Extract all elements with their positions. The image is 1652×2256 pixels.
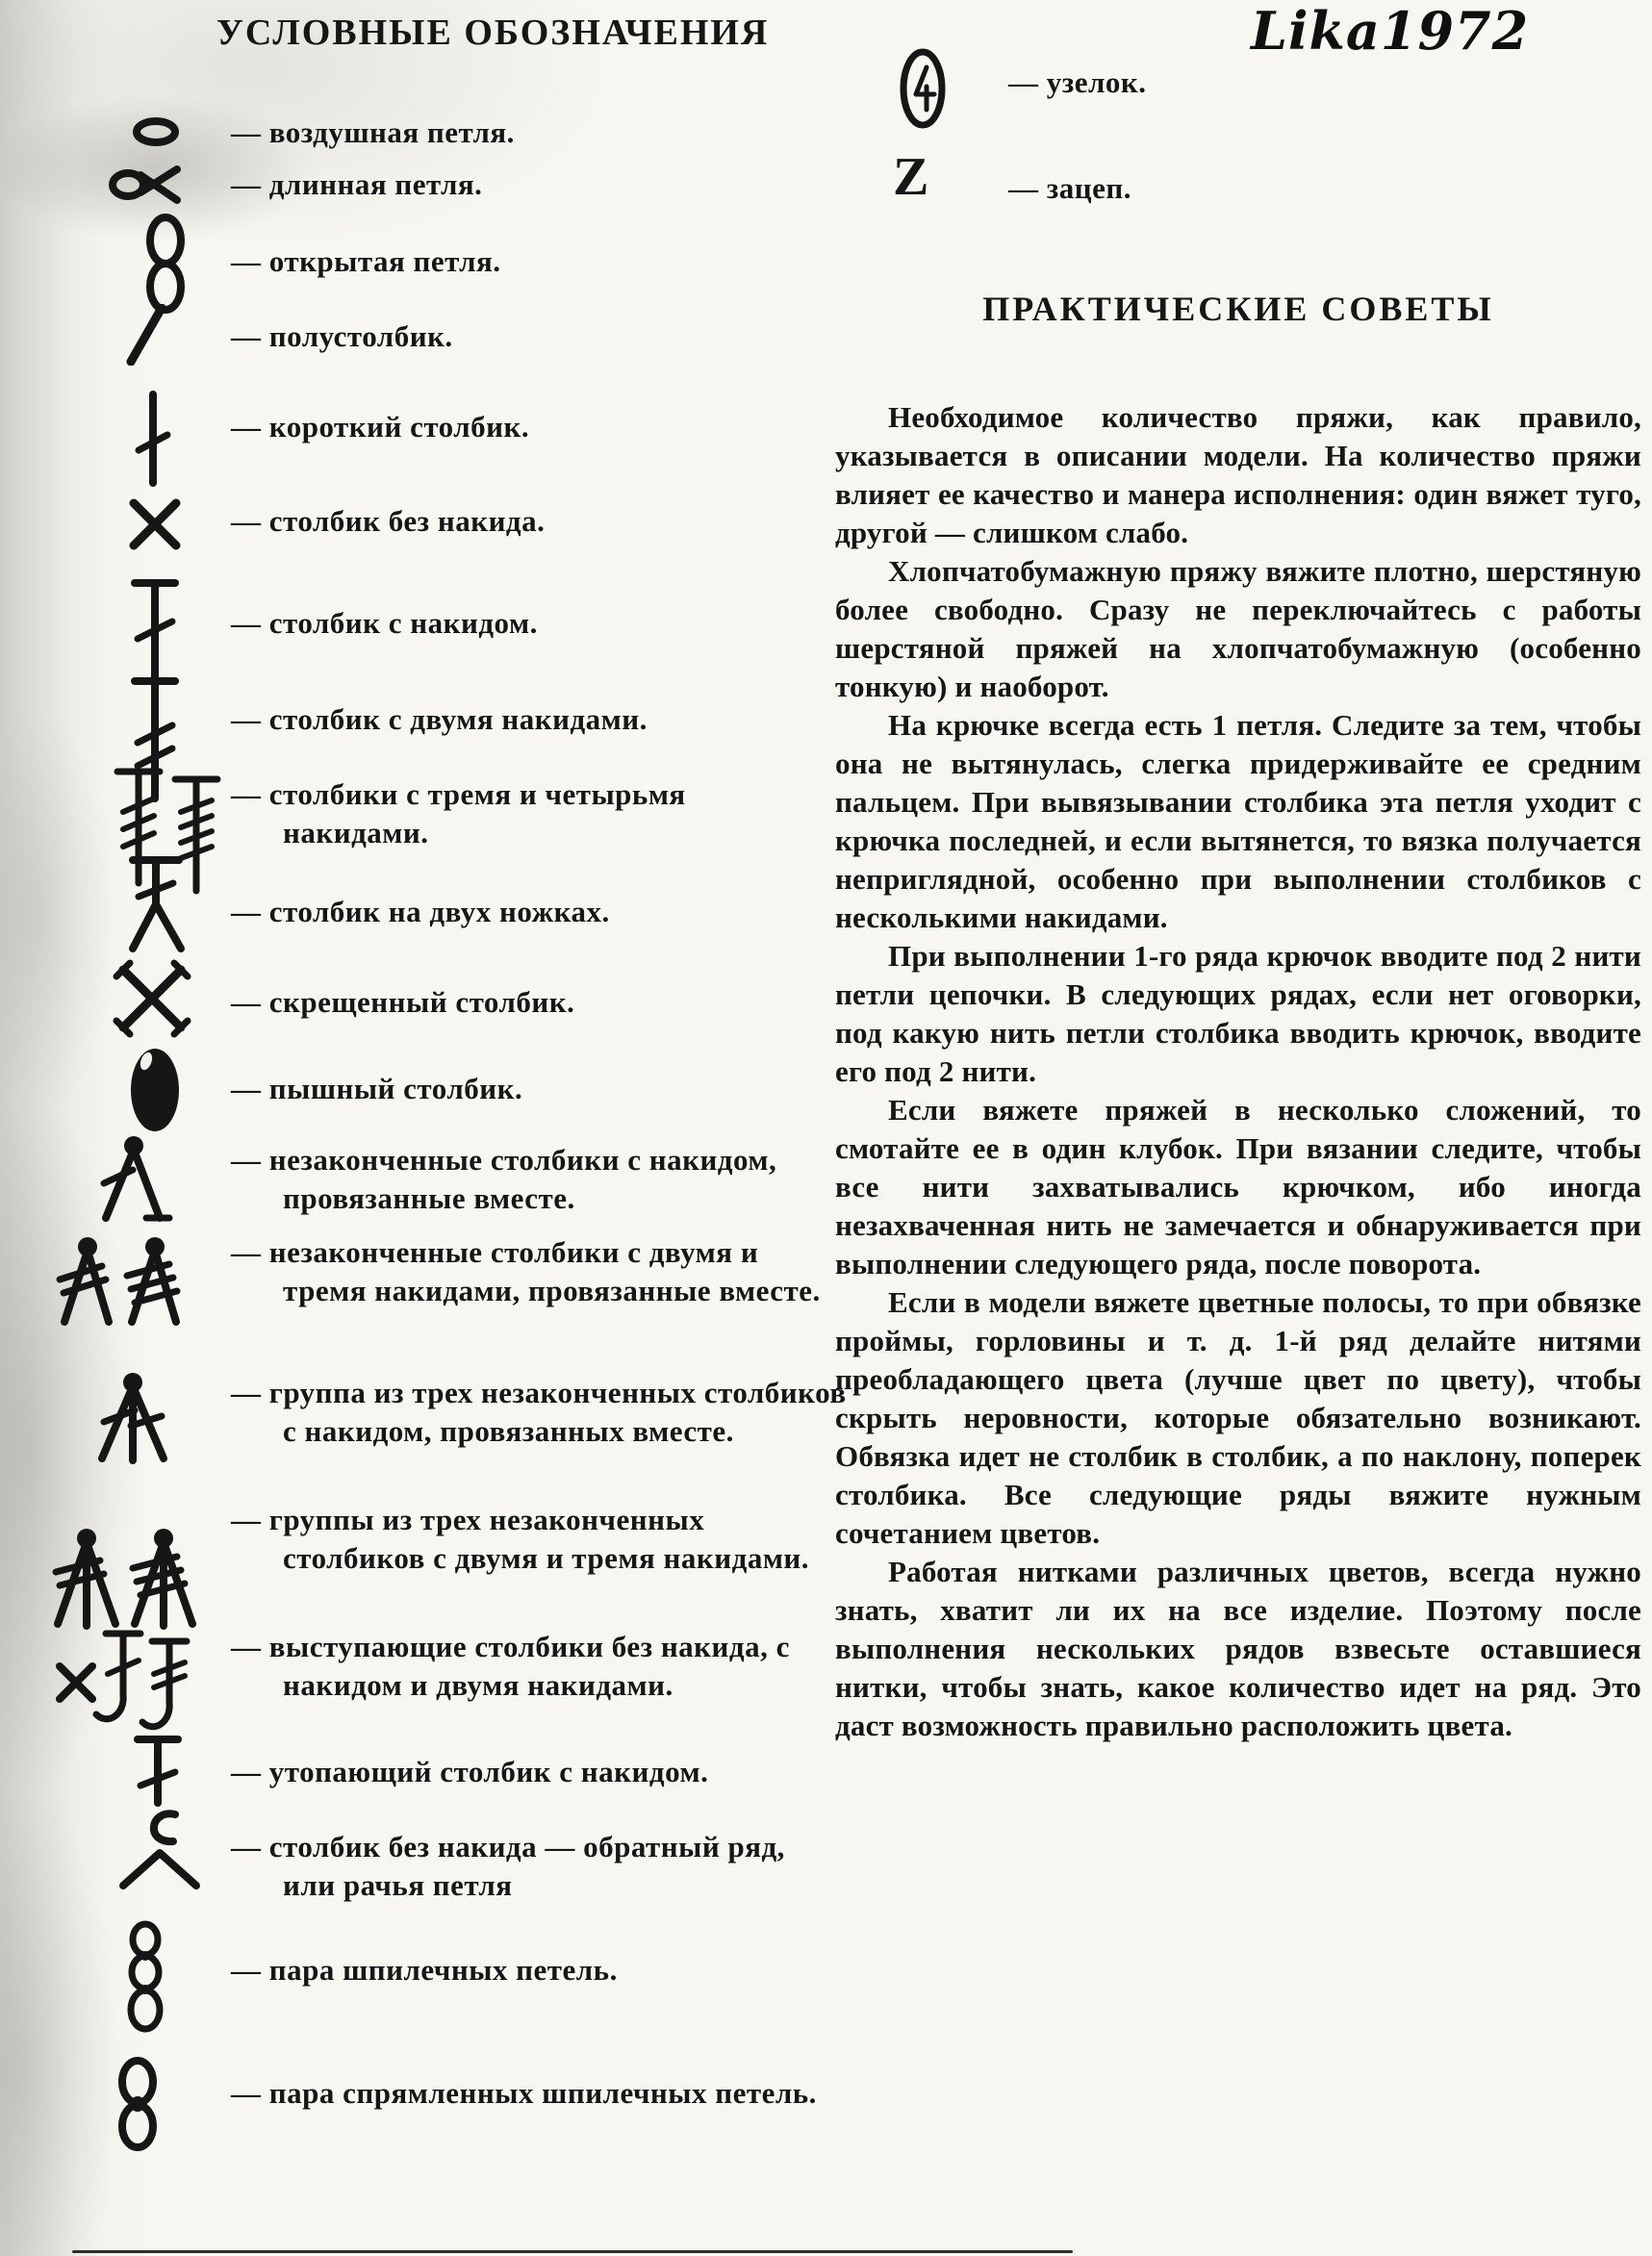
legend-item-label: — незаконченные столбики с накидом, провязанные вместе. — [231, 1143, 777, 1215]
relief-columns-icon — [52, 1626, 216, 1737]
page-bottom-scan-line — [72, 2250, 1073, 2253]
legend-item-label: — группы из трех незаконченных столбиков с двумя и тремя накидами. — [231, 1503, 810, 1575]
advice-title: ПРАКТИЧЕСКИЕ СОВЕТЫ — [982, 290, 1494, 328]
legend-item-label: — полустолбик. — [231, 319, 453, 353]
legend-item-label: — столбик без накида — обратный ряд, или рачья петля — [231, 1830, 785, 1902]
watermark-signature: Lika1972 — [1251, 0, 1530, 62]
advice-paragraph: Необходимое количество пряжи, как правило, указывается в описании модели. На количество пряжи влияет ее качество и манера исполнения: один вяжет туго, другой — слишком слабо. — [835, 400, 1641, 549]
legend-item-label: — длинная петля. — [231, 167, 483, 201]
unfinished-columns-two-three-yarnovers-icon — [52, 1235, 198, 1330]
legend-item-label: — воздушная петля. — [231, 115, 515, 149]
legend-item-label: — столбики с тремя и четырьмя накидами. — [231, 777, 686, 849]
crossed-column-icon — [112, 958, 192, 1039]
advice-paragraph: На крючке всегда есть 1 петля. Следите за тем, чтобы она не вытянулась, слегка придерживайте ее средним пальцем. При вывязывании столбика эта петля уходит с крючка последней, и если вытянется, то вязка получается неприглядной, особенно при выполнении столбиков с несколькими накидами. — [835, 708, 1641, 934]
advice-paragraph: При выполнении 1-го ряда крючок вводите под 2 нити петли цепочки. В следующих рядах, если нет оговорки, под какую нить петли столбика вводить крючок, вводите его под 2 нити. — [835, 939, 1641, 1088]
legend-item-label: — столбик с двумя накидами. — [231, 702, 648, 736]
advice-paragraph: Если вяжете пряжей в несколько сложений, то смотайте ее в один клубок. При вязании следите, чтобы все нити захватывались крючком, ибо иногда незахваченная нить не замечается и обнаруживается при выполнении следующего ряда, после поворота. — [835, 1093, 1641, 1280]
advice-paragraph: Если в модели вяжете цветные полосы, то при обвязке проймы, горловины и т. д. 1-й ряд делайте нитями преобладающего цвета (лучше цвет по цвету), чтобы скрыть неровности, которые обязательно возникают. Обвязка идет не столбик в столбик, а по наклону, поперек столбика. Все следующие ряды вяжите нужным сочетанием цветов. — [835, 1285, 1641, 1550]
groups-three-unfinished-two-three-yarnovers-icon — [46, 1524, 208, 1637]
legend-item-label: — пышный столбик. — [231, 1072, 523, 1105]
legend-item-label: — пара шпилечных петель. — [231, 1953, 618, 1987]
knot-icon — [900, 48, 946, 129]
legend-item-label: — незаконченные столбики с двумя и тремя накидами, провязанные вместе. — [231, 1235, 821, 1307]
knot-label: — узелок. — [1008, 65, 1147, 99]
legend-item-label: — группа из трех незаконченных столбиков с накидом, провязанных вместе. — [231, 1376, 847, 1448]
legend-item-label: — открытая петля. — [231, 244, 501, 278]
advice-paragraph: Хлопчатобумажную пряжу вяжите плотно, шерстяную более свободно. Сразу не переключайтесь с работы шерстяной пряжей на хлопчатобумажную (особенно тонкую) и наоборот. — [835, 554, 1641, 703]
column-two-legs-icon — [121, 854, 196, 954]
catch-letter-glyph: Z — [893, 147, 929, 207]
legend-item-label: — выступающие столбики без накида, с накидом и двумя накидами. — [231, 1630, 790, 1702]
advice-body — [835, 398, 1641, 1745]
open-loop-icon — [140, 214, 191, 314]
unfinished-columns-one-yarnover-icon — [92, 1133, 175, 1224]
puff-column-icon — [127, 1045, 183, 1135]
legend-item-label: — скрещенный столбик. — [231, 985, 575, 1019]
legend-item-label: — столбик на двух ножках. — [231, 895, 610, 928]
legend-title: УСЛОВНЫЕ ОБОЗНАЧЕНИЯ — [216, 13, 770, 53]
advice-paragraph: Работая нитками различных цветов, всегда нужно знать, хватит ли их на все изделие. Поэтому после выполнения нескольких рядов взвесьте оставшиеся нитки, чтобы знать, какое количество идет на ряд. Это даст возможность правильно расположить цвета. — [835, 1555, 1641, 1742]
legend-item-label: — столбик с накидом. — [231, 606, 538, 640]
half-column-icon — [123, 304, 169, 366]
column-no-yarnover-icon — [127, 496, 183, 552]
legend-item-label: — утопающий столбик с накидом. — [231, 1755, 709, 1788]
air-loop-icon — [131, 115, 181, 148]
legend-item-label: — пара спрямленных шпилечных петель. — [231, 2076, 817, 2110]
legend-item-label: — короткий столбик. — [231, 410, 530, 444]
crab-loop-icon — [117, 1845, 202, 1891]
group-three-unfinished-one-yarnover-icon — [89, 1370, 177, 1468]
straightened-hairpin-loops-pair-icon — [114, 2057, 162, 2153]
hairpin-loops-pair-icon — [123, 1920, 167, 2038]
legend-item-label: — столбик без накида. — [231, 504, 546, 538]
sunken-column-icon — [131, 1732, 185, 1847]
short-column-icon — [133, 391, 173, 487]
long-loop-icon — [106, 162, 183, 208]
catch-label: — зацеп. — [1008, 171, 1131, 205]
